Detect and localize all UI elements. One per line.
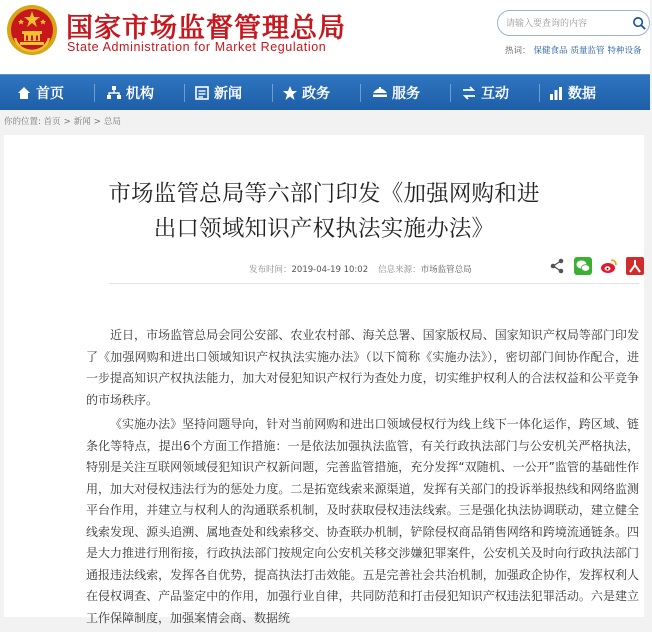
nav-item-government-affairs[interactable] xyxy=(282,75,330,110)
article-body xyxy=(86,325,639,632)
meta-divider xyxy=(109,283,639,284)
article-title: 市场监管总局等六部门印发《加强网购和进出口领域知识产权执法实施办法》 xyxy=(108,181,540,242)
site-title[interactable]: 国家市场监督管理总局 xyxy=(66,13,346,44)
share-icon[interactable] xyxy=(548,257,566,275)
publish-time: 2019-04-19 10:02 xyxy=(291,265,369,275)
nav-divider xyxy=(450,84,451,102)
nav-item-interaction[interactable] xyxy=(461,75,509,110)
national-emblem-icon[interactable] xyxy=(6,4,58,56)
search-input[interactable] xyxy=(506,15,626,32)
organization-icon xyxy=(106,85,122,101)
main-nav xyxy=(0,74,650,110)
article-paragraph: 近日，市场监管总局会同公安部、农业农村部、海关总署、国家版权局、国家知识产权局等部门印发了《加强网购和进出口领域知识产权执法实施办法》（以下简称《实施办法》），密切部门间协作配合，进一步提高知识产权执法能力，加大对侵犯知识产权行为查处力度，切实维护权利人的合法权益和公平竞争的市场秩序。 xyxy=(86,328,639,407)
hot-word-link[interactable]: 保健食品 xyxy=(533,46,568,56)
nav-divider xyxy=(360,84,361,102)
nav-label: 首页 xyxy=(36,85,64,102)
article-paragraph: 《实施办法》坚持问题导向，针对当前网购和进出口领域侵权行为线上线下一体化运作，跨区域、链条化等特点，提出6个方面工作措施：一是依法加强执法监管，有关行政执法部门与公安机关严格执法，特别是关注互联网领域侵犯知识产权新问题，完善监管措施，充分发挥“双随机、一公开”监管的基础性作用，加大对侵权违法行为的惩处力度。二是拓宽线索来源渠道，发挥有关部门的投诉举报热线和网络监测平台作用，并建立与权利人的沟通联系机制，及时获取侵权违法线索。三是强化执法协调联动，建立健全线索发现、源头追溯、属地查处和线索移交、协查联办机制，铲除侵权商品销售网络和跨境流通链条。四是大力推进行刑衔接，行政执法部门按规定向公安机关移交涉嫌犯罪案件，公安机关及时向行政执法部门通报违法线索，发挥各自优势，提高执法打击效能。五是完善社会共治机制，加强政企协作，发挥权利人在侵权调查、产品鉴定中的作用，加强行业自律，共同防范和打击侵犯知识产权违法犯罪活动。六是建立工作保障制度，加强案情会商、数据统 xyxy=(86,417,639,625)
search-icon[interactable] xyxy=(632,16,647,31)
breadcrumb-separator: > xyxy=(63,117,71,127)
renren-icon[interactable] xyxy=(626,257,644,275)
hot-word-link[interactable]: 特种设备 xyxy=(607,46,642,56)
hot-words xyxy=(505,44,642,56)
source: 市场监管总局 xyxy=(420,265,472,275)
breadcrumb-item[interactable]: 新闻 xyxy=(73,117,91,127)
nav-item-home[interactable] xyxy=(16,75,64,110)
news-icon xyxy=(194,85,210,101)
nav-label: 互动 xyxy=(481,85,509,102)
nav-item-news[interactable] xyxy=(194,75,242,110)
interaction-icon xyxy=(461,85,477,101)
nav-label: 新闻 xyxy=(214,85,242,102)
search-box xyxy=(497,10,650,36)
hot-words-label: 热词： xyxy=(505,46,531,56)
nav-label: 政务 xyxy=(302,85,330,102)
government-affairs-icon xyxy=(282,85,298,101)
nav-item-service[interactable] xyxy=(372,75,420,110)
wechat-icon[interactable] xyxy=(574,257,592,275)
breadcrumb-separator: > xyxy=(93,117,101,127)
publish-time-label: 发布时间： xyxy=(249,265,292,275)
nav-item-organization[interactable] xyxy=(106,75,154,110)
nav-item-data[interactable] xyxy=(548,75,596,110)
article-panel xyxy=(4,135,644,625)
nav-divider xyxy=(272,84,273,102)
source-label: 信息来源： xyxy=(378,265,421,275)
data-chart-icon xyxy=(548,85,564,101)
site-title-english: State Administration for Market Regulation xyxy=(67,40,327,54)
home-icon xyxy=(16,85,32,101)
breadcrumb xyxy=(4,115,121,127)
share-bar xyxy=(548,257,652,275)
nav-divider xyxy=(94,84,95,102)
nav-divider xyxy=(184,84,185,102)
breadcrumb-label: 你的位置: xyxy=(4,117,41,127)
breadcrumb-item[interactable]: 总局 xyxy=(103,117,121,127)
breadcrumb-item[interactable]: 首页 xyxy=(43,117,61,127)
nav-label: 机构 xyxy=(126,85,154,102)
nav-divider xyxy=(539,84,540,102)
hot-word-link[interactable]: 质量监管 xyxy=(570,46,605,56)
service-icon xyxy=(372,85,388,101)
nav-label: 数据 xyxy=(568,85,596,102)
nav-label: 服务 xyxy=(392,85,420,102)
site-header xyxy=(0,0,650,74)
weibo-icon[interactable] xyxy=(600,257,618,275)
article-meta xyxy=(249,263,472,275)
